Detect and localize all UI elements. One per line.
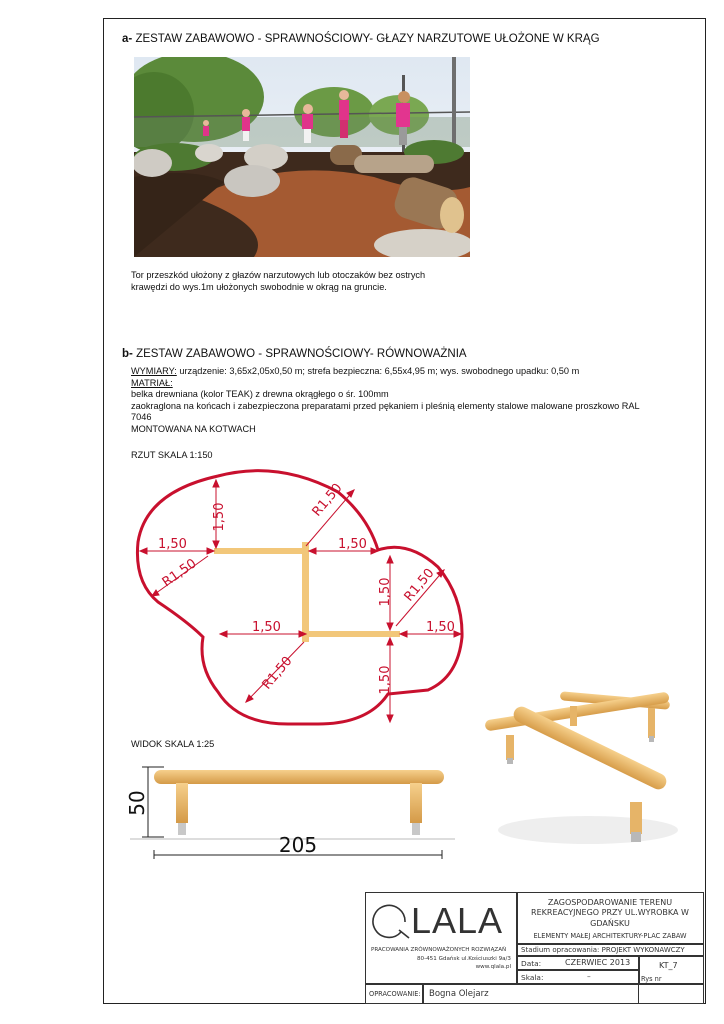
section-b-heading xyxy=(122,348,467,360)
elements-line: ELEMENTY MAŁEJ ARCHITEKTURY-PLAC ZABAW xyxy=(533,932,687,940)
company-logo-mark xyxy=(371,902,411,940)
plan-radius-right: R1,50 xyxy=(401,565,438,605)
dimensions-row xyxy=(131,366,691,378)
material-line2: zaokraglona na końcach i zabezpieczona preparatami przed pękaniem i pleśnią elementy stalowe malowane proszkowo RAL xyxy=(131,400,640,411)
design-stage: Stadium opracowania: PROJEKT WYKONAWCZY xyxy=(521,946,685,954)
side-view-height: 50 xyxy=(125,790,149,816)
plan-dim-left-horizontal: 1,50 xyxy=(158,537,187,552)
plan-dim-top-vertical: 1,50 xyxy=(212,502,227,532)
plan-radius-left: R1,50 xyxy=(159,556,200,591)
view-scale-label: WIDOK SKALA 1:25 xyxy=(131,739,215,749)
scale-label: Skala: xyxy=(521,973,544,982)
side-view-length: 205 xyxy=(278,833,318,857)
section-a-description-line1: Tor przeszkód ułożony z głazów narzutowych lub otoczaków bez ostrych xyxy=(131,270,426,280)
plan-radius-top: R1,50 xyxy=(309,480,346,520)
section-a-title: ZESTAW ZABAWOWO - SPRAWNOŚCIOWY- GŁAZY NARZUTOWE UŁOŻONE W KRĄG xyxy=(135,33,600,45)
scale-value: – xyxy=(587,972,591,981)
material-label: MATRIAŁ: xyxy=(131,377,173,388)
section-b-letter: b- xyxy=(122,348,133,360)
side-view-beam xyxy=(154,770,444,784)
plan-beam-lower xyxy=(306,631,400,637)
plan-dim-right-vertical-lower: 1,50 xyxy=(378,665,393,695)
dimensions-text: urządzenie: 3,65x2,05x0,50 m; strefa bezpieczna: 6,55x4,95 m; wys. swobodnego upadku: 0,50 m xyxy=(176,366,580,376)
project-line1: ZAGOSPODAROWANIE TERENU xyxy=(547,898,673,907)
dimensions-label: WYMIARY: xyxy=(131,366,177,376)
material-line3: 7046 xyxy=(131,412,152,422)
office-name: PRACOWANIA ZRÓWNOWAŻONYCH ROZWIĄZAŃ xyxy=(371,947,507,953)
section-b-specs xyxy=(131,366,691,435)
author-label: OPRACOWANIE: xyxy=(369,990,421,998)
plan-beam-middle xyxy=(302,542,309,642)
office-website: www.qlala.pl xyxy=(475,964,511,970)
plan-dim-lower-right-horizontal: 1,50 xyxy=(426,620,455,635)
side-view-drawing xyxy=(120,755,460,865)
office-address: 80-451 Gdańsk ul.Kościuszki 9a/3 xyxy=(416,956,511,962)
author-name: Bogna Olejarz xyxy=(429,989,489,999)
date-value: CZERWIEC 2013 xyxy=(565,958,631,967)
section-a-heading xyxy=(122,33,600,45)
section-a-description xyxy=(131,270,425,293)
section-a-description-line2: krawędzi do wys.1m ułożonych swobodnie w okrąg na gruncie. xyxy=(131,281,387,292)
plan-dim-right-vertical-upper: 1,50 xyxy=(378,577,393,607)
drawing-number-label: Rys nr xyxy=(641,975,662,983)
plan-beam-upper xyxy=(214,548,306,554)
side-view-leg-right xyxy=(410,783,422,823)
beam-3d-render xyxy=(478,680,678,860)
section-b-title: ZESTAW ZABAWOWO - SPRAWNOŚCIOWY- RÓWNOWAŻNIA xyxy=(136,348,467,360)
plan-scale-label: RZUT SKALA 1:150 xyxy=(131,450,213,460)
title-block xyxy=(365,892,704,1004)
section-a-letter: a- xyxy=(122,33,133,45)
playground-photo xyxy=(134,57,470,257)
material-line1: belka drewniana (kolor TEAK) z drewna okrągłego o śr. 100mm xyxy=(131,389,389,399)
plan-dim-lower-left-horizontal: 1,50 xyxy=(252,620,281,635)
project-line3: GDAŃSKU xyxy=(590,919,630,928)
mounting-note: MONTOWANA NA KOTWACH xyxy=(131,423,256,434)
plan-radius-bottom: R1,50 xyxy=(259,653,296,693)
company-logo-text: LALA xyxy=(411,900,504,941)
sheet-code: KT_7 xyxy=(659,961,678,970)
date-label: Data: xyxy=(521,959,542,968)
plan-dim-mid-horizontal: 1,50 xyxy=(338,537,367,552)
plan-drawing xyxy=(128,462,488,732)
project-line2: REKREACYJNEGO PRZY UL.WYROBKA W xyxy=(531,908,689,917)
side-view-leg-left xyxy=(176,783,188,823)
